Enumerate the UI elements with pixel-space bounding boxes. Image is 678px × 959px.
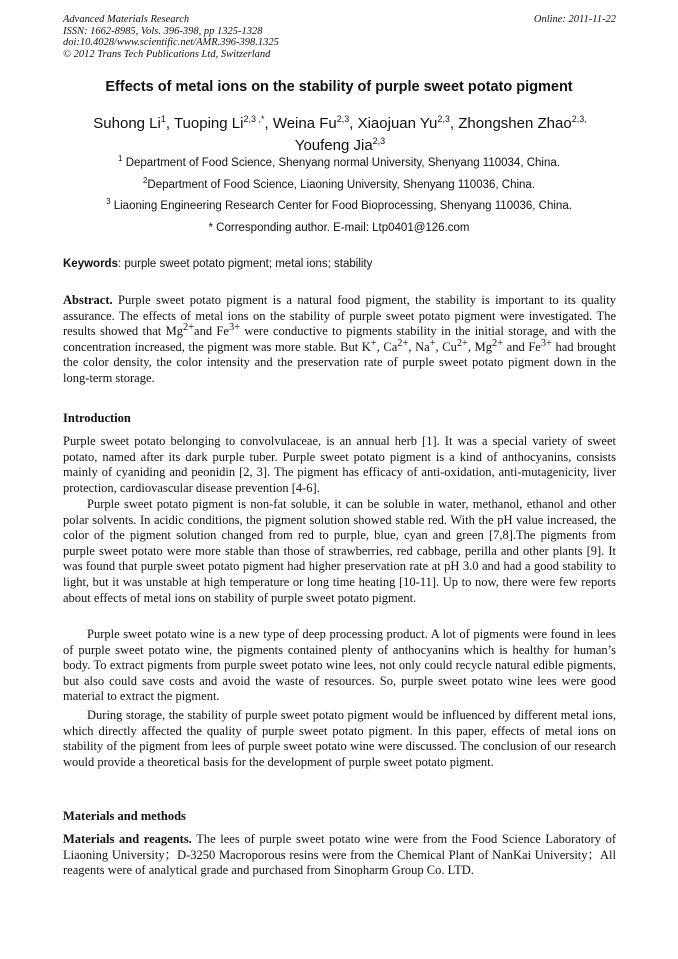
author-affiliation-mark: 2,3, (571, 114, 587, 124)
methods-heading: Materials and methods (63, 809, 186, 823)
abstract-text: , Mg (467, 339, 493, 354)
intro-paragraph-4: During storage, the stability of purple sweet potato pigment would be influenced by different metal ions, which directly affected the quality of purple sweet potato pigment. In this paper, effects of metal ions on stability of the pigment from lees of purple sweet potato wine were discussed. The conclusion of our research would provide a theoretical basis for the development of purple sweet potato pigment. (63, 708, 616, 769)
affiliation-1 (0, 154, 678, 169)
author-affiliation-mark: 2,3 (372, 136, 386, 146)
affiliation-mark: 1 (118, 154, 123, 164)
keywords-label: Keywords (63, 258, 118, 270)
abstract (63, 293, 616, 387)
paper-title: Effects of metal ions on the stability of purple sweet potato pigment (105, 79, 573, 95)
materials-label: Materials and reagents. (63, 832, 192, 846)
corresponding-author: * Corresponding author. E-mail: Ltp0401@126.com (208, 222, 470, 234)
issn-line: ISSN: 1662-8985, Vols. 396-398, pp 1325-1328 (63, 25, 263, 37)
author-affiliation-mark: 2,3 (437, 114, 450, 124)
materials-text: The lees of purple sweet potato wine were from the Food Science Laboratory of Liaoning University；D-3250 Macroporous resins were from the Chemical Plant of NanKai University；All reagents were of analytical grade and purchased from Sinopharm Group Co. LTD. (63, 832, 617, 878)
affiliation-mark: 2 (142, 176, 148, 186)
ion-charge: 2+ (182, 322, 195, 334)
affiliation-text: Department of Food Science, Shenyang normal University, Shenyang 110034, China. (125, 157, 560, 169)
abstract-text: , Na (408, 339, 430, 354)
intro-paragraph-3: Purple sweet potato wine is a new type of deep processing product. A lot of pigments were found in lees of purple sweet potato wine, the pigments contained plenty of anthocyanins which is healthy for human’s body. To extract pigments from purple sweet potato wine lees, not only could recycle natural edible pigments, but also could save costs and avoid the waste of resources. So, purple sweet potato wine lees were good material to extract the pigment. (63, 627, 616, 704)
abstract-text: , Cu (435, 339, 457, 354)
abstract-text: and Fe (503, 339, 541, 354)
abstract-text: and Fe (194, 324, 229, 339)
author-name: Zhongshen Zhao (458, 115, 572, 132)
affiliation-text: Liaoning Engineering Research Center for Food Bioprocessing, Shenyang 110036, China. (113, 200, 572, 212)
abstract-label: Abstract. (63, 293, 113, 307)
author-name: Xiaojuan Yu (357, 115, 438, 132)
copyright-line: © 2012 Trans Tech Publications Ltd, Switzerland (63, 48, 271, 60)
abstract-text: were conductive to pigments stability in the initial storage, and with the concentration increased, the pigment was more stable. But K (63, 324, 616, 354)
abstract-text: had brought the color density, the color intensity and the preservation rate of purple sweet potato pigment down in the long-term storage. (63, 339, 617, 385)
affiliation-mark: 3 (106, 197, 111, 207)
affiliation-text: Department of Food Science, Liaoning University, Shenyang 110036, China. (147, 179, 536, 191)
intro-paragraph-1: Purple sweet potato belonging to convolvulaceae, is an annual herb [1]. It was a special variety of sweet potato, named after its dark purple tuber. Purple sweet potato pigment is a kind of anthocyanins, consists mainly of cyaniding and peonidin [2, 3]. The pigment has efficacy of anti-oxidation, anti-mutagenicity, liver protection, cardiovascular disease prevention [4-6]. (63, 434, 616, 495)
introduction-heading: Introduction (63, 411, 131, 425)
keywords (63, 258, 372, 270)
author-list: Suhong Li$^1$, Tuoping $Li^{2,3 ,*}$, Weina Fu$^{2,3}$, Xiaojuan Yu$^{2,3}$, Zhongshen Zhao$^{2,3,}$ Youfeng Jia$^{2,3}$ (93, 114, 587, 154)
ion-charge: + (429, 337, 436, 349)
online-date: Online: 2011-11-22 (533, 14, 616, 25)
affiliation-3 (0, 197, 678, 212)
author-name: Weina Fu (272, 115, 337, 132)
intro-paragraph-2: Purple sweet potato pigment is non-fat soluble, it can be soluble in water, methanol, ethanol and other polar solvents. In acidic conditions, the pigment solution showed stable red. With the pH value increased, the color of the pigment solution changed from red to purple, blue, cyan and green [7,8].The pigments from purple sweet potato were more stable than those of strawberries, red cabbage, perilla and other plants [9]. It was found that purple sweet potato pigment had higher preservation rate at pH 3.0 and had a good stability to light, but it was unstable at high temperature or long time heating [10-11]. Up to now, there were few reports about effects of metal ions on stability of purple sweet potato pigment. (63, 497, 616, 605)
journal-name: Advanced Materials Research (63, 14, 190, 25)
ion-charge: 3+ (540, 337, 552, 349)
affiliation-2 (0, 176, 678, 191)
ion-charge: 2+ (397, 337, 409, 349)
author-name: Suhong Li (93, 115, 161, 132)
abstract-text: , Ca (376, 339, 398, 354)
author-name: Youfeng Jia (294, 137, 373, 154)
ion-charge: 2+ (492, 337, 504, 349)
materials-paragraph (63, 832, 616, 879)
author-affiliation-mark: 2,3 ,* (243, 114, 265, 124)
abstract-text: Purple sweet potato pigment is a natural food pigment, the stability is important to its quality assurance. The effects of metal ions on the stability of purple sweet potato pigment were investigated. The results showed that Mg (63, 293, 616, 339)
author-affiliation-mark: 1 (160, 114, 166, 124)
journal-header (63, 14, 616, 60)
ion-charge: 3+ (228, 322, 241, 334)
doi-line: doi:10.4028/www.scientific.net/AMR.396-398.1325 (63, 37, 279, 48)
keywords-text: : purple sweet potato pigment; metal ions; stability (117, 258, 373, 270)
ion-charge: 2+ (456, 337, 468, 349)
author-name: Tuoping Li (173, 115, 244, 132)
ion-charge: + (370, 337, 377, 349)
author-affiliation-mark: 2,3 (336, 114, 350, 124)
